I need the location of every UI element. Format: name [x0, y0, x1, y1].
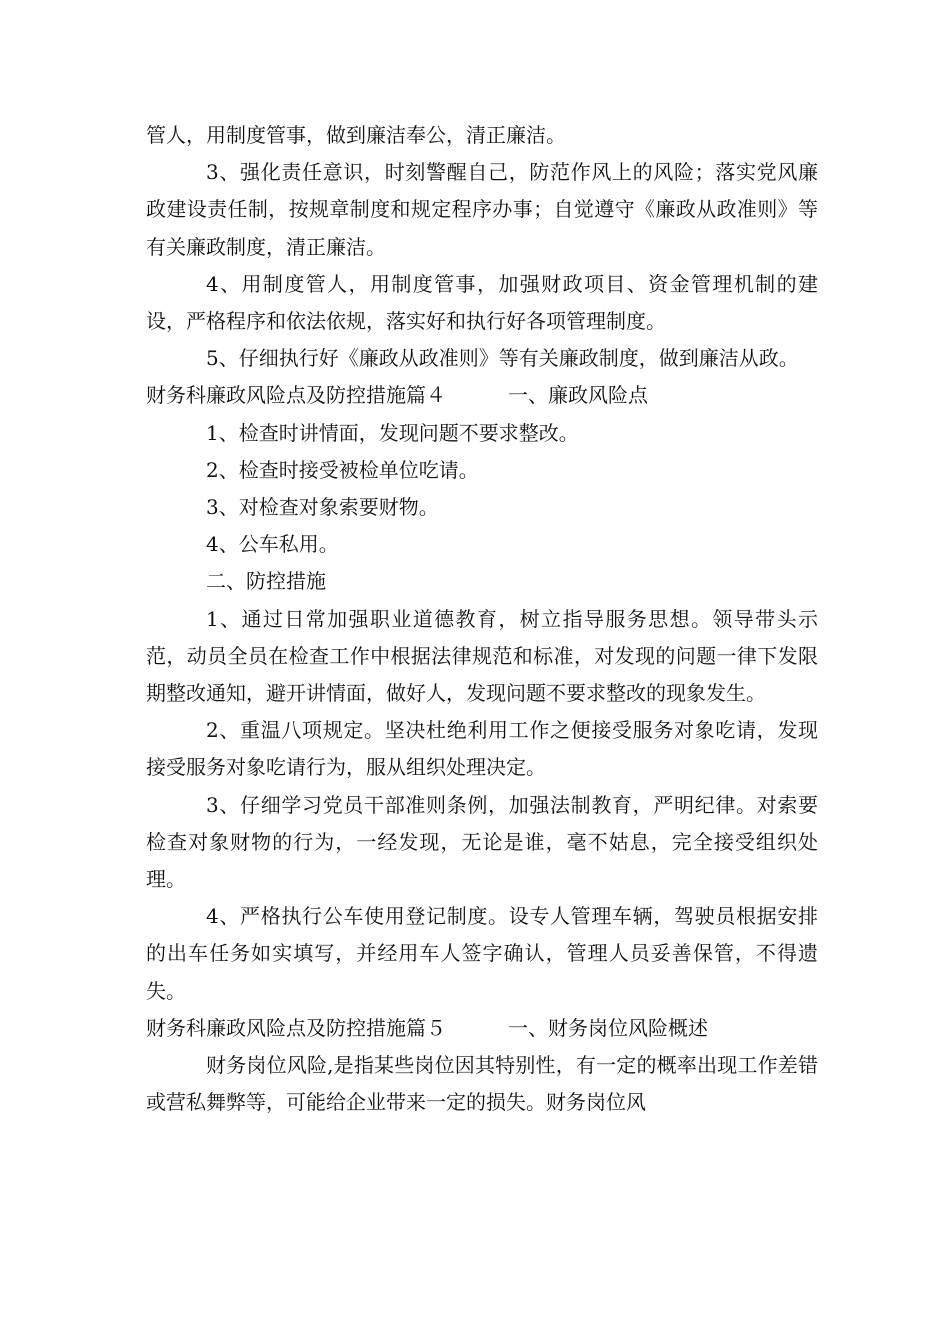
section-title — [146, 1010, 818, 1047]
body-paragraph: 1、检查时讲情面，发现问题不要求整改。 — [206, 420, 579, 445]
body-paragraph: 3、仔细学习党员干部准则条例，加强法制教育，严明纪律。对索要检查对象财物的行为，一经发现，无论是谁，毫不姑息，完全接受组织处理。 — [146, 792, 818, 892]
body-paragraph: 2、重温八项规定。坚决杜绝利用工作之便接受服务对象吃请，发现接受服务对象吃请行为，服从组织处理决定。 — [146, 718, 818, 780]
body-paragraph: 4、严格执行公车使用登记制度。设专人管理车辆，驾驶员根据安排的出车任务如实填写，并经用车人签字确认，管理人员妥善保管，不得遗失。 — [146, 904, 818, 1003]
body-paragraph: 1、通过日常加强职业道德教育，树立指导服务思想。领导带头示范，动员全员在检查工作中根据法律规范和标准，对发现的问题一律下发限期整改通知，避开讲情面，做好人，发现问题不要求整改的现象发生。 — [146, 606, 818, 706]
body-paragraph: 3、对检查对象索要财物。 — [206, 495, 439, 520]
body-paragraph: 4、用制度管人，用制度管事，加强财政项目、资金管理机制的建设，严格程序和依法依规，落实好和执行好各项管理制度。 — [146, 271, 818, 334]
section-title-text: 财务科廉政风险点及防控措施篇５ — [146, 1015, 446, 1040]
section-subheading: 一、财务岗位风险概述 — [508, 1015, 708, 1040]
section-title-text: 财务科廉政风险点及防控措施篇４ — [146, 383, 446, 408]
body-paragraph: 二、防控措施 — [206, 569, 326, 594]
body-paragraph: 3、强化责任意识，时刻警醒自己，防范作风上的风险；落实党风廉政建设责任制，按规章制度和规定程序办事；自觉遵守《廉政从政准则》等有关廉政制度，清正廉洁。 — [146, 160, 818, 259]
body-paragraph: 管人，用制度管事，做到廉洁奉公，清正廉洁。 — [146, 123, 566, 147]
section-subheading: 一、廉政风险点 — [508, 383, 648, 408]
body-paragraph: 财务岗位风险,是指某些岗位因其特别性，有一定的概率出现工作差错或营私舞弊等，可能给企业带来一定的损失。财务岗位风 — [146, 1053, 818, 1115]
body-paragraph: 5、仔细执行好《廉政从政准则》等有关廉政制度，做到廉洁从政。 — [206, 346, 799, 371]
body-paragraph: 4、公车私用。 — [206, 532, 339, 557]
document-body — [146, 117, 818, 1121]
body-paragraph: 2、检查时接受被检单位吃请。 — [206, 457, 479, 482]
section-title — [146, 377, 818, 414]
